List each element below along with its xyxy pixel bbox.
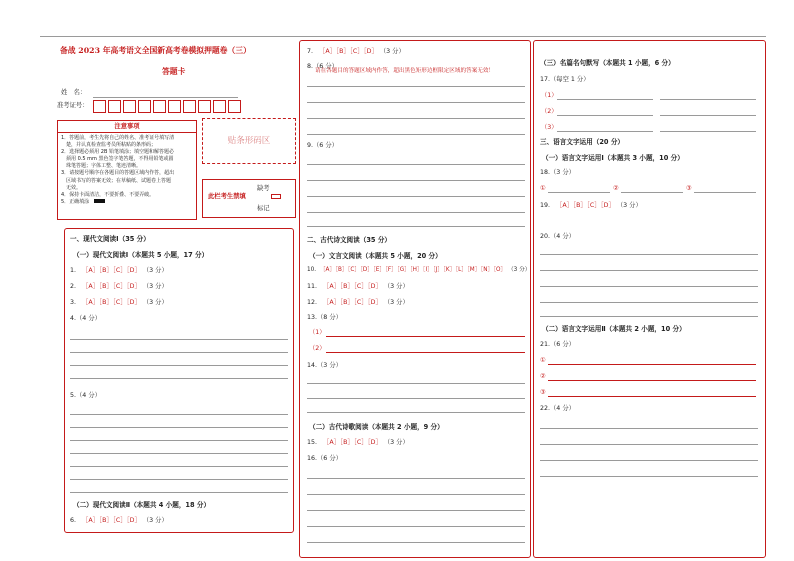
- q6-score: （3 分）: [142, 517, 168, 524]
- q6-choices[interactable]: ［A］［B］［C］［D］: [82, 517, 141, 524]
- q3-number: 3.: [70, 299, 77, 306]
- q5-answer-line[interactable]: [70, 453, 288, 454]
- panel-right: [533, 40, 766, 558]
- q22-answer-line[interactable]: [540, 428, 758, 429]
- subsection-title: （一）文言文阅读（本题共 5 小题，20 分）: [309, 252, 442, 260]
- q12-number: 12.: [307, 299, 318, 306]
- q17-part3-label: （3）: [541, 124, 558, 131]
- q5-answer-line[interactable]: [70, 440, 288, 441]
- q17-blank[interactable]: [557, 115, 653, 116]
- q10-row: [307, 268, 530, 274]
- notice-line: 区域书写的答案无效；在草稿纸、试题卷上答题: [61, 177, 172, 184]
- q16-answer-line[interactable]: [307, 478, 525, 479]
- absent-checkbox[interactable]: [271, 194, 281, 199]
- q21-answer-line[interactable]: [548, 396, 756, 397]
- q17-blank[interactable]: [660, 131, 756, 132]
- q6-row: [70, 518, 168, 524]
- q18-blank[interactable]: [694, 192, 756, 193]
- absent-mark-box: [202, 179, 296, 218]
- q7-choices[interactable]: ［A］［B］［C］［D］: [319, 48, 378, 55]
- subsection-title: （二）语言文字运用Ⅱ（本题共 2 小题，10 分）: [542, 325, 686, 333]
- q21-mark-2: ②: [540, 373, 546, 380]
- q4-answer-line[interactable]: [70, 352, 288, 353]
- id-cell[interactable]: [138, 100, 151, 113]
- id-cell[interactable]: [153, 100, 166, 113]
- q13-part1-line[interactable]: [326, 336, 525, 337]
- notice-line: 无效。: [61, 184, 82, 191]
- q18-label: 18.（3 分）: [540, 169, 575, 176]
- notice-line: 3．请按题号顺序在各题目的答题区域内作答，超出: [61, 170, 175, 177]
- q21-mark-1: ①: [540, 357, 546, 364]
- q7-number: 7.: [307, 48, 314, 55]
- q5-answer-line[interactable]: [70, 414, 288, 415]
- q5-label: 5.（4 分）: [70, 392, 101, 399]
- notice-box: [57, 120, 197, 220]
- q5-answer-line[interactable]: [70, 479, 288, 480]
- q4-label: 4.（4 分）: [70, 315, 101, 322]
- q8-answer-line[interactable]: [307, 118, 525, 119]
- section-title: 三、语言文字运用（20 分）: [540, 138, 625, 146]
- page-title: 备战 2023 年高考语文全国新高考卷模拟押题卷（三）: [60, 46, 251, 55]
- id-cell[interactable]: [213, 100, 226, 113]
- q3-score: （3 分）: [142, 299, 168, 306]
- q11-choices[interactable]: ［A］［B］［C］［D］: [323, 283, 382, 290]
- q18-blank[interactable]: [548, 192, 610, 193]
- notice-line: 4．保持卡面清洁，不要折叠、不要弄破。: [61, 191, 155, 198]
- id-cell[interactable]: [168, 100, 181, 113]
- q18-mark-1: ①: [540, 185, 546, 192]
- id-cell[interactable]: [198, 100, 211, 113]
- q11-number: 11.: [307, 283, 318, 290]
- q8-answer-line[interactable]: [307, 86, 525, 87]
- q5-answer-line[interactable]: [70, 466, 288, 467]
- notice-title: 注意事项: [114, 123, 140, 130]
- q2-number: 2.: [70, 283, 77, 290]
- q15-score: （3 分）: [383, 439, 409, 446]
- q22-answer-line[interactable]: [540, 444, 758, 445]
- q10-score: （3 分）: [507, 267, 531, 273]
- q11-score: （3 分）: [383, 283, 409, 290]
- q18-blank[interactable]: [621, 192, 683, 193]
- q22-answer-line[interactable]: [540, 476, 758, 477]
- q12-row: [307, 300, 409, 306]
- section-title: 二、古代诗文阅读（35 分）: [307, 236, 392, 244]
- q17-part1-label: （1）: [541, 92, 558, 99]
- absent-missing-label: 缺考: [257, 185, 270, 192]
- section-title: 一、现代文阅读Ⅰ（35 分）: [70, 235, 150, 243]
- q20-answer-line[interactable]: [540, 254, 758, 255]
- q15-choices[interactable]: ［A］［B］［C］［D］: [323, 439, 382, 446]
- q14-answer-line[interactable]: [307, 383, 525, 384]
- q17-part2-label: （2）: [541, 108, 558, 115]
- q9-answer-line[interactable]: [307, 180, 525, 181]
- q4-answer-line[interactable]: [70, 378, 288, 379]
- q14-label: 14.（3 分）: [307, 362, 342, 369]
- q8-label: 8.（6 分）: [307, 63, 338, 70]
- id-cell[interactable]: [93, 100, 106, 113]
- id-cell[interactable]: [183, 100, 196, 113]
- q14-answer-line[interactable]: [307, 398, 525, 399]
- q1-number: 1.: [70, 267, 77, 274]
- q19-number: 19.: [540, 202, 551, 209]
- q14-answer-line[interactable]: [307, 412, 525, 413]
- q16-answer-line[interactable]: [307, 526, 525, 527]
- q16-answer-line[interactable]: [307, 542, 525, 543]
- q9-answer-line[interactable]: [307, 226, 525, 227]
- page-subtitle: 答题卡: [162, 67, 186, 76]
- q17-blank[interactable]: [557, 99, 653, 100]
- q20-answer-line[interactable]: [540, 286, 758, 287]
- q13-part2-line[interactable]: [326, 352, 525, 353]
- q19-row: [540, 203, 642, 209]
- q1-row: [70, 268, 168, 274]
- q2-score: （3 分）: [142, 283, 168, 290]
- q8-answer-line[interactable]: [307, 102, 525, 103]
- q7-score: （3 分）: [379, 48, 405, 55]
- q4-answer-line[interactable]: [70, 365, 288, 366]
- filled-bubble-sample: [94, 199, 105, 203]
- q16-label: 16.（6 分）: [307, 455, 342, 462]
- absent-mark-label: 标记: [257, 205, 270, 212]
- q21-answer-line[interactable]: [548, 380, 756, 381]
- q9-answer-line[interactable]: [307, 212, 525, 213]
- q19-choices[interactable]: ［A］［B］［C］［D］: [556, 202, 615, 209]
- top-rule: [40, 36, 766, 37]
- subsection-title: （一）语言文字运用Ⅰ（本题共 3 小题，10 分）: [542, 154, 684, 162]
- candidate-id-label: 准考证号：: [57, 102, 89, 109]
- q3-row: [70, 300, 168, 306]
- q5-answer-line[interactable]: [70, 492, 288, 493]
- q10-choices[interactable]: ［A］［B］［C］［D］［E］［F］［G］［H］［I］［J］［K］［L］［M］［N］［O］: [319, 267, 507, 273]
- q1-choices[interactable]: ［A］［B］［C］［D］: [82, 267, 141, 274]
- q20-answer-line[interactable]: [540, 316, 758, 317]
- notice-line: 须用 0.5 mm 黑色签字笔答题，不得用铅笔或圆: [61, 156, 174, 163]
- q8-answer-line[interactable]: [307, 134, 525, 135]
- q13-part1-label: （1）: [309, 329, 326, 336]
- q18-mark-3: ③: [686, 185, 692, 192]
- q22-answer-line[interactable]: [540, 460, 758, 461]
- q15-row: [307, 440, 409, 446]
- notice-line: [61, 199, 174, 206]
- q9-answer-line[interactable]: [307, 164, 525, 165]
- q17-blank[interactable]: [660, 115, 756, 116]
- q21-answer-line[interactable]: [548, 364, 756, 365]
- q3-choices[interactable]: ［A］［B］［C］［D］: [82, 299, 141, 306]
- q12-choices[interactable]: ［A］［B］［C］［D］: [323, 299, 382, 306]
- subsection-title: （二）古代诗歌阅读（本题共 2 小题，9 分）: [309, 423, 444, 431]
- q15-number: 15.: [307, 439, 318, 446]
- q21-mark-3: ③: [540, 389, 546, 396]
- q20-answer-line[interactable]: [540, 270, 758, 271]
- notice-line-text: 5．正确填涂: [61, 198, 90, 205]
- id-cell[interactable]: [123, 100, 136, 113]
- q21-label: 21.（6 分）: [540, 341, 575, 348]
- q11-row: [307, 284, 409, 290]
- q22-label: 22.（4 分）: [540, 405, 575, 412]
- barcode-label: 贴条形码区: [227, 136, 271, 146]
- q9-label: 9.（6 分）: [307, 142, 338, 149]
- barcode-area: [202, 118, 296, 164]
- q18-mark-2: ②: [613, 185, 619, 192]
- q13-part2-label: （2）: [309, 345, 326, 352]
- subsection-title: （二）现代文阅读Ⅱ（本题共 4 小题，18 分）: [73, 501, 211, 509]
- subsection-title: （一）现代文阅读Ⅰ（本题共 5 小题，17 分）: [73, 251, 209, 259]
- q7-row: [307, 49, 405, 55]
- q12-score: （3 分）: [383, 299, 409, 306]
- q19-score: （3 分）: [616, 202, 642, 209]
- subsection-title: （三）名篇名句默写（本题共 1 小题，6 分）: [540, 59, 675, 67]
- notice-line: 2．选择题必须用 2B 铅笔填涂；填空题和解答题必: [61, 149, 174, 156]
- q16-answer-line[interactable]: [307, 494, 525, 495]
- q5-answer-line[interactable]: [70, 427, 288, 428]
- notice-line: 1．答题前，考生先将自己的姓名、准考证号填写清: [61, 135, 175, 141]
- id-cell[interactable]: [108, 100, 121, 113]
- absent-warning: 此栏考生禁填: [208, 193, 246, 200]
- q16-answer-line[interactable]: [307, 510, 525, 511]
- q4-answer-line[interactable]: [70, 339, 288, 340]
- q9-answer-line[interactable]: [307, 196, 525, 197]
- notice-body: [61, 135, 174, 206]
- id-cell[interactable]: [228, 100, 241, 113]
- notice-divider: [58, 132, 196, 133]
- q17-label: 17.（每空 1 分）: [540, 76, 590, 83]
- q1-score: （3 分）: [142, 267, 168, 274]
- q10-number: 10.: [307, 267, 317, 273]
- name-field[interactable]: [93, 97, 238, 98]
- q2-row: [70, 284, 168, 290]
- notice-line: 珠笔答题；字体工整、笔迹清晰。: [61, 163, 142, 170]
- q2-choices[interactable]: ［A］［B］［C］［D］: [82, 283, 141, 290]
- q6-number: 6.: [70, 517, 77, 524]
- q20-label: 20.（4 分）: [540, 233, 575, 240]
- q20-answer-line[interactable]: [540, 302, 758, 303]
- name-label: 姓 名：: [61, 89, 87, 96]
- answer-area-warning: 请在各题目的答题区域内作答，超出黑色矩形边框限定区域的答案无效！: [315, 68, 495, 74]
- q17-blank[interactable]: [557, 131, 653, 132]
- notice-line: 楚，并认真检查监考员所粘贴的条形码；: [61, 142, 157, 149]
- q13-label: 13.（8 分）: [307, 314, 342, 321]
- q17-blank[interactable]: [660, 99, 756, 100]
